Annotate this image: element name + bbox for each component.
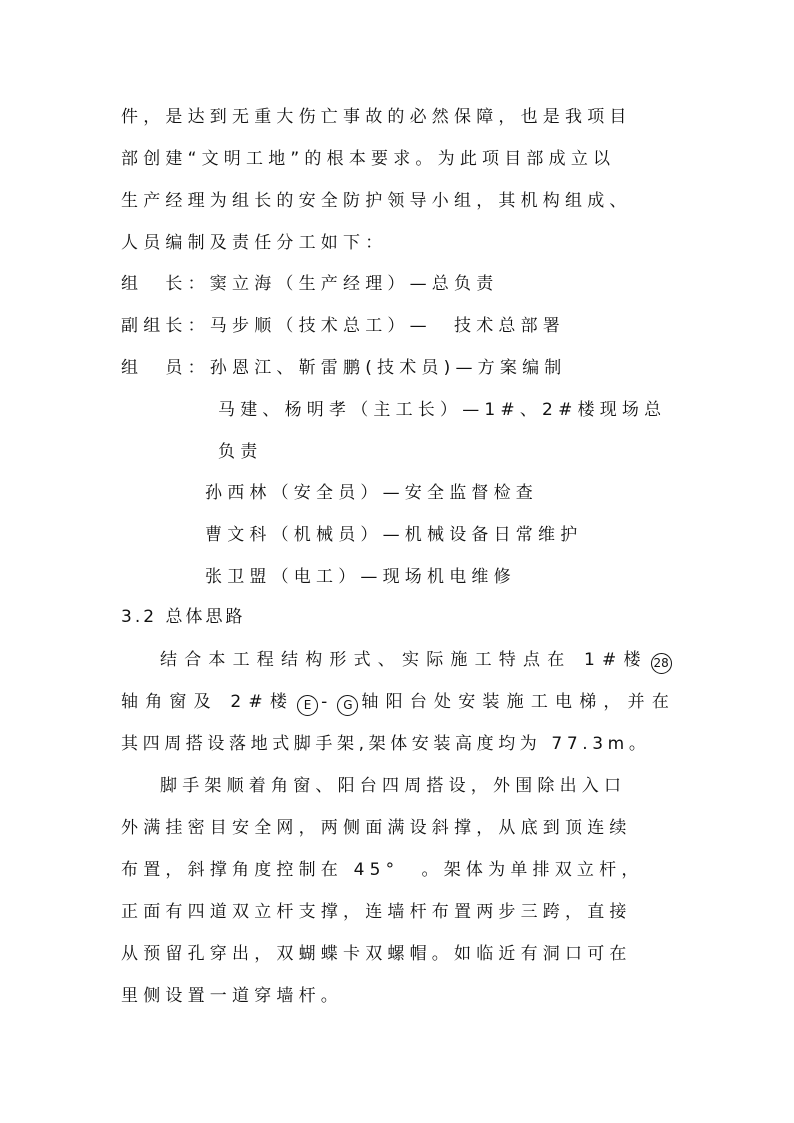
body-line: 人员编制及责任分工如下： [121, 233, 388, 253]
body-line: 生产经理为组长的安全防护领导小组，其机构组成、 [121, 191, 632, 211]
body-text: 轴阳台处安装施工电梯，并在 [361, 692, 677, 712]
body-line: 从预留孔穿出，双蝴蝶卡双螺帽。如临近有洞口可在 [121, 944, 632, 964]
body-text: 轴角窗及 2#楼 [121, 692, 295, 712]
axis-marker-e: E [297, 695, 318, 716]
body-line: 正面有四道双立杆支撑，连墙杆布置两步三跨，直接 [121, 902, 632, 922]
axis-dash: - [321, 692, 335, 712]
body-line: 件，是达到无重大伤亡事故的必然保障，也是我项目 [121, 107, 632, 127]
leader-line: 组 长：窦立海（生产经理）—总负责 [121, 274, 499, 294]
body-line: 外满挂密目安全网，两侧面满设斜撑，从底到顶连续 [121, 818, 632, 838]
member-line: 孙西林（安全员）—安全监督检查 [205, 483, 538, 503]
body-line: 布置，斜撑角度控制在 45° 。架体为单排双立杆， [121, 860, 644, 880]
body-line: 脚手架顺着角窗、阳台四周搭设，外围除出入口 [160, 776, 627, 796]
member-line: 负责 [218, 442, 263, 462]
axis-marker-28: 28 [651, 653, 672, 674]
body-line: 部创建“文明工地”的根本要求。为此项目部成立以 [121, 149, 616, 169]
body-line [121, 690, 676, 716]
member-line: 张卫盟（电工）—现场机电维修 [205, 567, 516, 587]
body-line [160, 648, 675, 674]
member-line: 马建、杨明孝（主工长）—1#、2#楼现场总 [218, 400, 667, 420]
section-title: 3.2 总体思路 [121, 607, 246, 627]
members-head-line: 组 员：孙恩江、靳雷鹏(技术员)—方案编制 [121, 358, 567, 378]
body-text: 结合本工程结构形式、实际施工特点在 1#楼 [160, 650, 648, 670]
body-line: 其四周搭设落地式脚手架,架体安装高度均为 77.3m。 [121, 734, 651, 754]
deputy-line: 副组长：马步顺（技术总工）— 技术总部署 [121, 316, 565, 336]
axis-marker-g: G [337, 695, 358, 716]
body-line: 里侧设置一道穿墙杆。 [121, 986, 343, 1006]
member-line: 曹文科（机械员）—机械设备日常维护 [205, 525, 583, 545]
